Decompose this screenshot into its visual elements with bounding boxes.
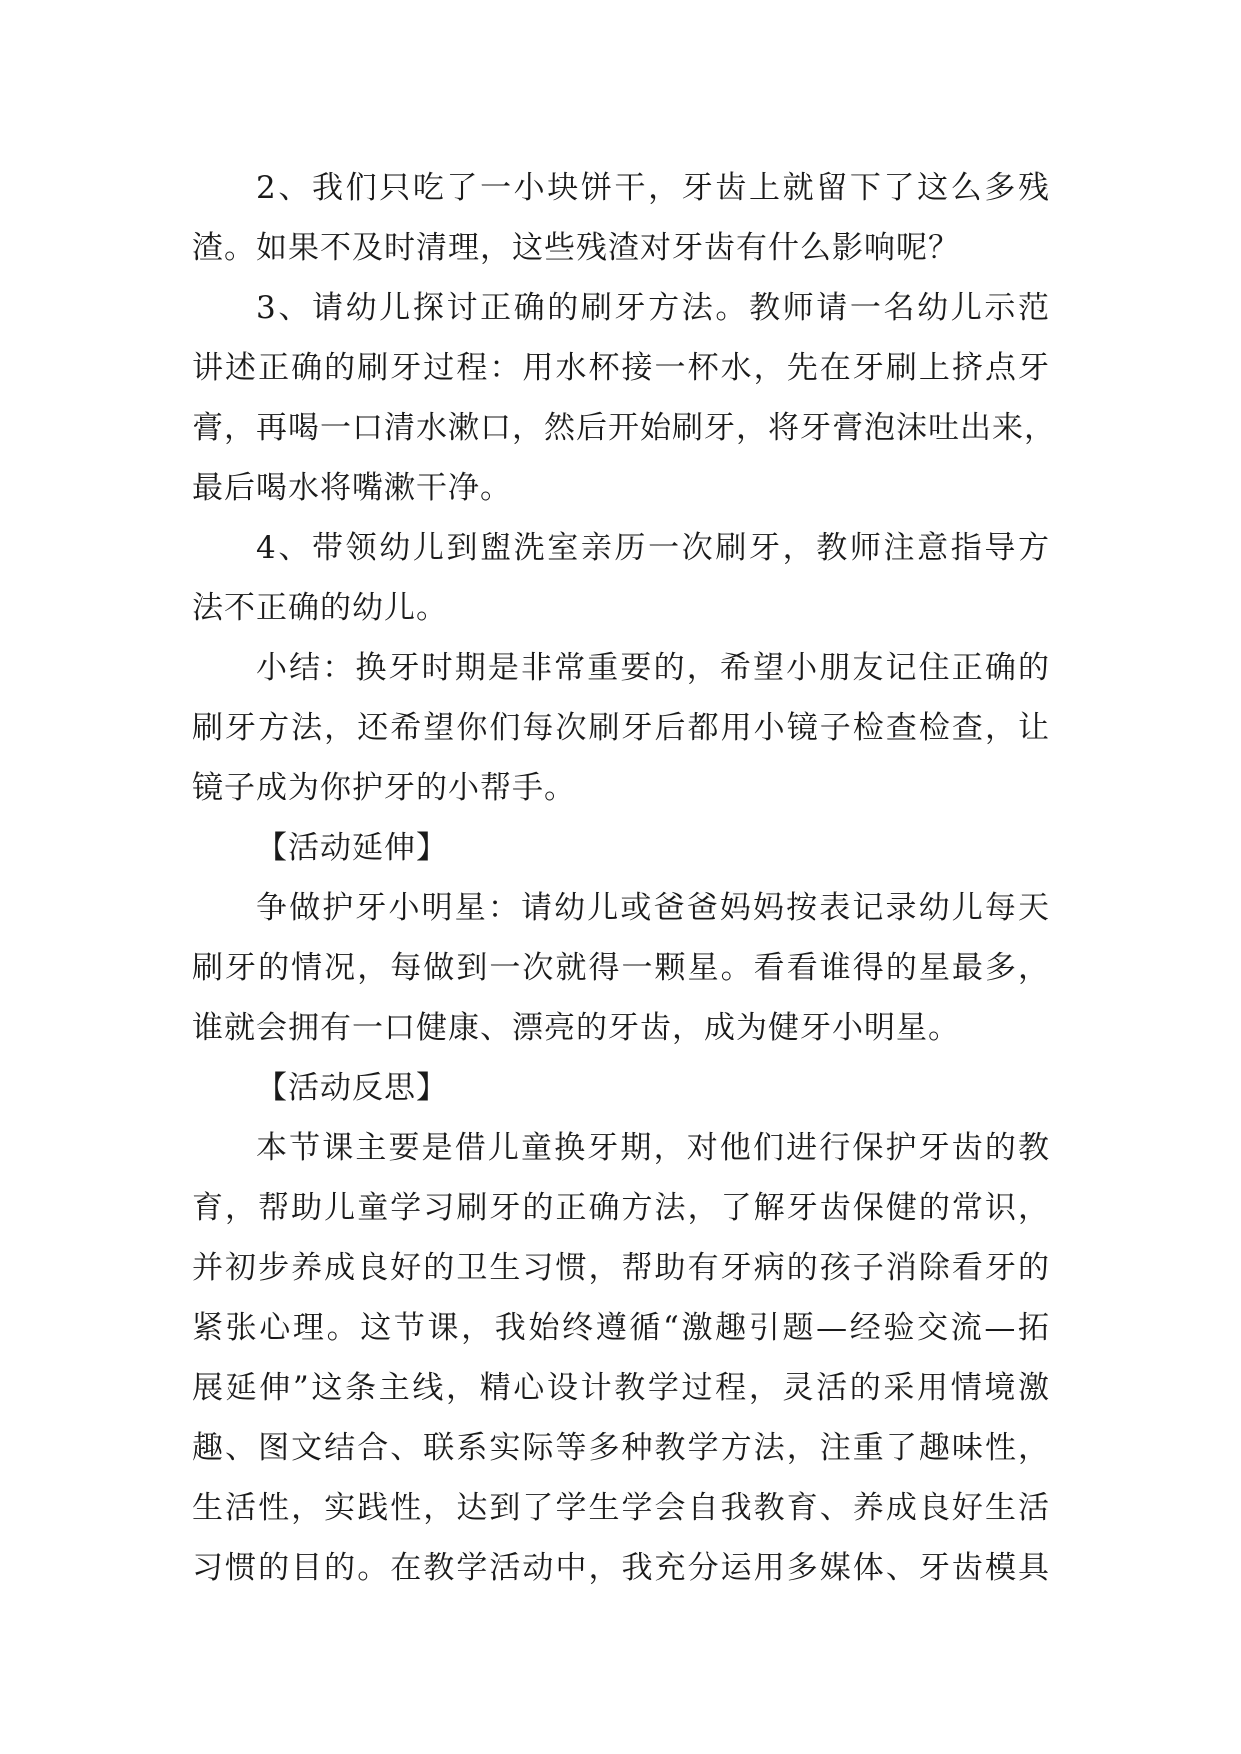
text-line: 本节课主要是借儿童换牙期，对他们进行保护牙齿的教: [256, 1130, 1050, 1166]
text-line: 并初步养成良好的卫生习惯，帮助有牙病的孩子消除看牙的: [192, 1250, 1050, 1286]
text-line: 育，帮助儿童学习刷牙的正确方法，了解牙齿保健的常识，: [192, 1190, 1050, 1226]
paragraph-reflection: [192, 1118, 1050, 1598]
text-line: 趣、图文结合、联系实际等多种教学方法，注重了趣味性，: [192, 1430, 1050, 1466]
text-line: 展延伸”这条主线，精心设计教学过程，灵活的采用情境激: [192, 1370, 1050, 1406]
text-line: 3、请幼儿探讨正确的刷牙方法。教师请一名幼儿示范: [256, 290, 1050, 326]
text-line: 2、我们只吃了一小块饼干，牙齿上就留下了这么多残: [256, 170, 1050, 206]
text-line: 渣。如果不及时清理，这些残渣对牙齿有什么影响呢？: [192, 230, 960, 266]
text-line: 谁就会拥有一口健康、漂亮的牙齿，成为健牙小明星。: [192, 1010, 960, 1046]
text-line: 刷牙的情况，每做到一次就得一颗星。看看谁得的星最多，: [192, 950, 1050, 986]
document-page: [192, 158, 1056, 1598]
paragraph-summary: [192, 638, 1050, 818]
text-line: 讲述正确的刷牙过程：用水杯接一杯水，先在牙刷上挤点牙: [192, 350, 1050, 386]
text-line: 争做护牙小明星：请幼儿或爸爸妈妈按表记录幼儿每天: [256, 890, 1050, 926]
text-line: 镜子成为你护牙的小帮手。: [192, 770, 576, 806]
section-heading-reflection: [192, 1058, 1050, 1118]
text-line: 习惯的目的。在教学活动中，我充分运用多媒体、牙齿模具: [192, 1550, 1050, 1586]
text-line: 小结：换牙时期是非常重要的，希望小朋友记住正确的: [256, 650, 1050, 686]
text-line: 刷牙方法，还希望你们每次刷牙后都用小镜子检查检查，让: [192, 710, 1050, 746]
text-line: 膏，再喝一口清水漱口，然后开始刷牙，将牙膏泡沫吐出来，: [192, 410, 1056, 446]
paragraph-step-4: [192, 518, 1050, 638]
paragraph-extension: [192, 878, 1050, 1058]
section-heading: 【活动反思】: [256, 1070, 448, 1106]
paragraph-step-2: [192, 158, 1050, 278]
text-line: 法不正确的幼儿。: [192, 590, 448, 626]
text-line: 紧张心理。这节课，我始终遵循“激趣引题—经验交流—拓: [192, 1310, 1050, 1346]
text-line: 生活性，实践性，达到了学生学会自我教育、养成良好生活: [192, 1490, 1050, 1526]
text-line: 4、带领幼儿到盥洗室亲历一次刷牙，教师注意指导方: [256, 530, 1050, 566]
section-heading-extension: [192, 818, 1050, 878]
text-line: 最后喝水将嘴漱干净。: [192, 470, 512, 506]
paragraph-step-3: [192, 278, 1056, 518]
section-heading: 【活动延伸】: [256, 830, 448, 866]
